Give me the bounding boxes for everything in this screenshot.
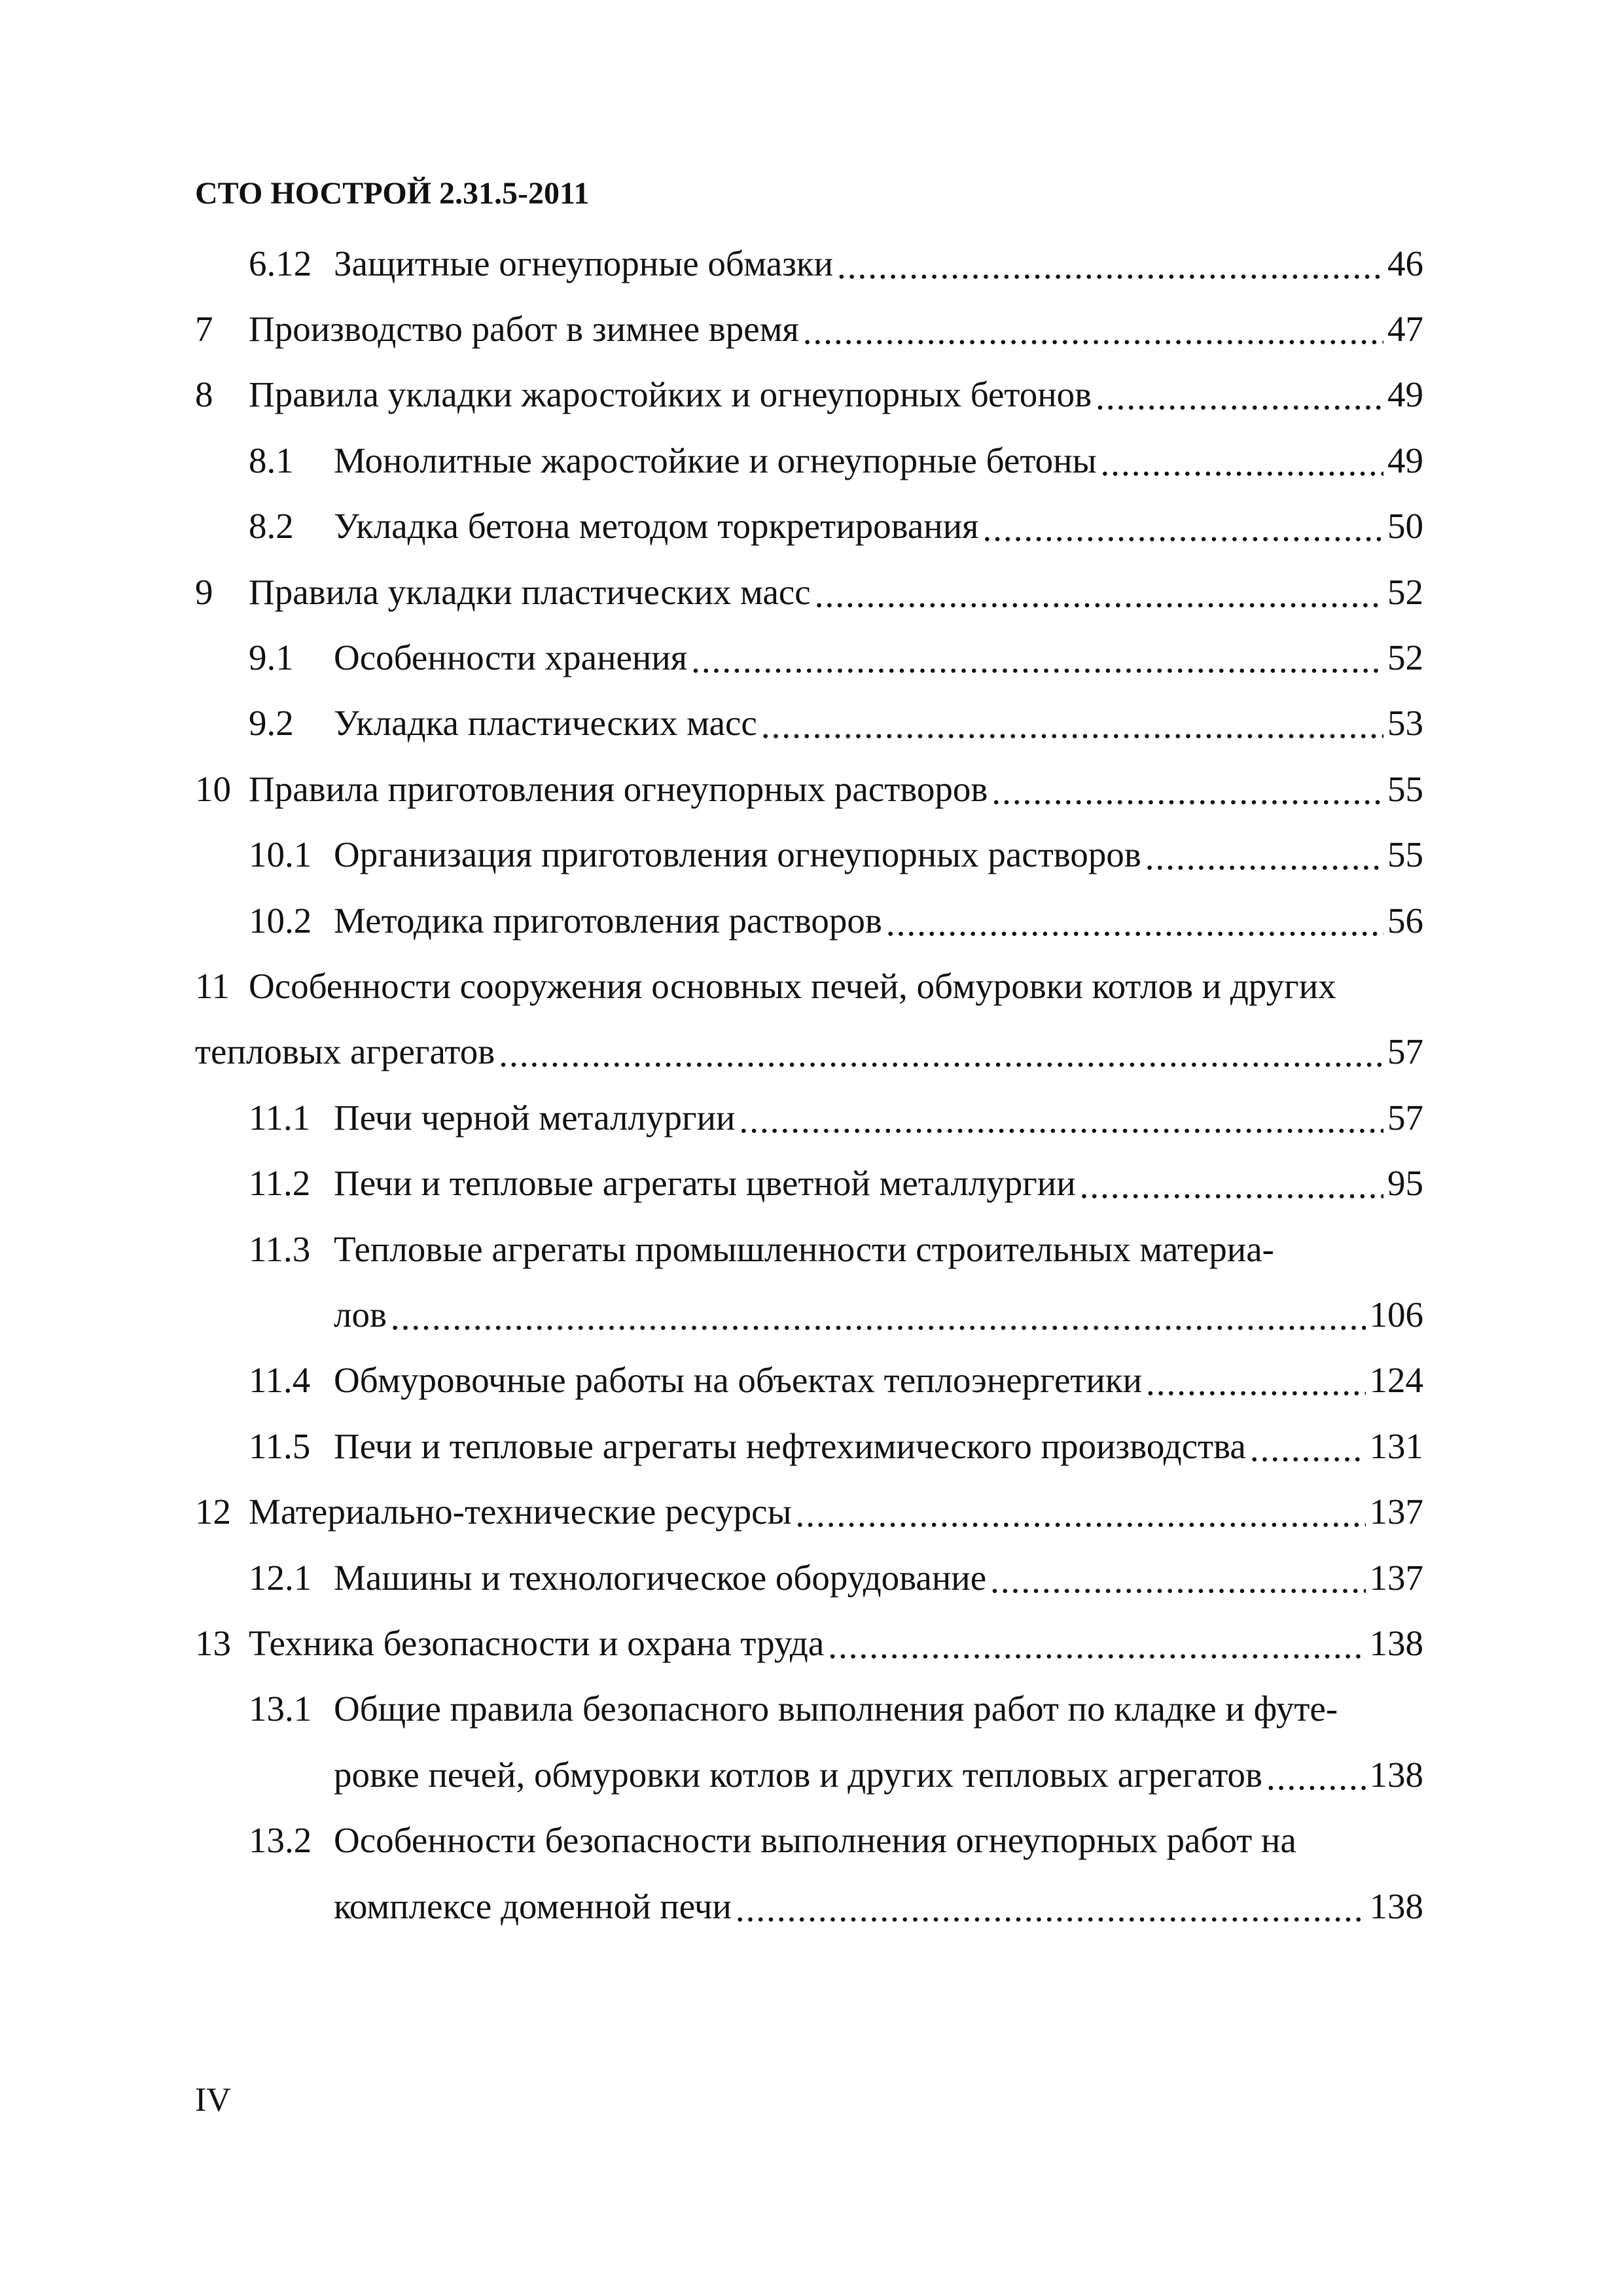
toc-dot-leader [736,1891,1366,1927]
toc-entry[interactable] [249,1413,1423,1479]
toc-entry-number: 11.1 [249,1097,311,1138]
toc-entry-title: ровке печей, обмуровки котлов и других тепловых агрегатов [334,1754,1263,1795]
toc-entry-number: 13.2 [249,1820,312,1861]
toc-entry-number: 12 [195,1492,231,1532]
toc-dot-leader [991,774,1383,810]
toc-entry-number: 12.1 [249,1557,312,1598]
toc-dot-leader [828,1628,1365,1664]
toc-entry[interactable] [195,559,1423,624]
page-number: IV [195,2081,231,2119]
toc-entry-page: 56 [1387,900,1423,941]
toc-entry[interactable] [195,953,1423,1018]
toc-entry-page: 137 [1369,1557,1423,1598]
toc-entry[interactable] [195,1610,1423,1676]
toc-entry-number: 11.4 [249,1360,311,1401]
toc-entry-title: Методика приготовления растворов [334,900,882,941]
toc-entry-page: 55 [1387,768,1423,809]
toc-dot-leader [886,905,1383,941]
toc-entry-number: 8 [195,374,213,415]
toc-entry-page: 131 [1369,1426,1423,1466]
toc-entry-number: 9.2 [249,703,294,744]
toc-entry-title: Особенности сооружения основных печей, обмуровки котлов и других [249,965,1336,1006]
toc-entry-number: 11.5 [249,1426,311,1466]
toc-dot-leader [1146,1365,1365,1401]
toc-entry-page: 49 [1387,440,1423,480]
toc-entry[interactable] [249,1808,1423,1873]
toc-entry-number: 10.2 [249,900,312,941]
toc-dot-leader [391,1299,1366,1335]
toc-entry-page: 138 [1369,1886,1423,1926]
toc-entry-title: тепловых агрегатов [195,1031,495,1072]
toc-dot-leader [761,708,1383,744]
toc-dot-leader [990,1562,1365,1598]
toc-dot-leader [691,642,1383,678]
toc-entry-page: 138 [1369,1623,1423,1663]
toc-entry[interactable] [249,822,1423,888]
toc-entry-number: 13.1 [249,1689,312,1729]
toc-entry-title: лов [334,1294,387,1335]
toc-entry-number: 9 [195,571,213,612]
toc-dot-leader [499,1036,1383,1072]
toc-entry-page: 55 [1387,834,1423,875]
toc-entry[interactable] [249,230,1423,296]
toc-entry-number: 13 [195,1623,231,1663]
toc-entry-page: 137 [1369,1492,1423,1532]
toc-entry[interactable] [249,427,1423,493]
toc-entry-title: Укладка бетона методом торкретирования [334,506,979,547]
toc-entry[interactable] [249,888,1423,953]
toc-dot-leader [815,577,1383,613]
toc-entry-number: 8.1 [249,440,294,480]
toc-entry-number: 9.1 [249,637,294,677]
toc-entry[interactable] [195,1019,1423,1085]
toc-entry[interactable] [195,756,1423,821]
toc-entry-title: Общие правила безопасного выполнения работ по кладке и футе- [334,1689,1338,1729]
toc-entry-title: Техника безопасности и охрана труда [249,1623,825,1663]
toc-entry-page: 95 [1387,1163,1423,1204]
toc-dot-leader [796,1496,1366,1532]
toc-entry-title: комплексе доменной печи [334,1886,732,1926]
toc-entry-page: 49 [1387,374,1423,415]
toc-entry[interactable] [334,1742,1423,1807]
toc-entry[interactable] [249,1676,1423,1742]
toc-entry-title: Укладка пластических масс [334,703,757,744]
toc-entry[interactable] [249,624,1423,690]
toc-entry[interactable] [334,1873,1423,1939]
toc-entry-title: Тепловые агрегаты промышленности строительных материа- [334,1229,1274,1269]
toc-entry[interactable] [249,1151,1423,1216]
toc-entry[interactable] [334,1282,1423,1347]
toc-entry-page: 50 [1387,506,1423,547]
toc-dot-leader [739,1102,1383,1138]
toc-entry-title: Особенности хранения [334,637,688,677]
toc-entry-number: 10.1 [249,834,312,875]
toc-dot-leader [1096,379,1383,415]
toc-entry-title: Особенности безопасности выполнения огнеупорных работ на [334,1820,1296,1861]
toc-entry[interactable] [249,691,1423,756]
toc-dot-leader [982,511,1383,547]
toc-entry-page: 52 [1387,637,1423,677]
toc-dot-leader [1101,445,1383,481]
toc-entry-title: Защитные огнеупорные обмазки [334,243,834,283]
toc-entry-title: Правила укладки пластических масс [249,571,811,612]
toc-entry-page: 138 [1369,1754,1423,1795]
toc-entry[interactable] [249,493,1423,559]
toc-entry[interactable] [249,1545,1423,1610]
toc-entry[interactable] [249,1216,1423,1282]
toc-entry-number: 6.12 [249,243,312,283]
toc-dot-leader [1080,1168,1383,1204]
toc-entry-title: Организация приготовления огнеупорных растворов [334,834,1141,875]
toc-entry-page: 57 [1387,1097,1423,1138]
toc-entry-page: 57 [1387,1031,1423,1072]
toc-entry-title: Монолитные жаростойкие и огнеупорные бетоны [334,440,1097,480]
toc-entry-title: Материально-технические ресурсы [249,1492,792,1532]
toc-entry-title: Машины и технологическое оборудование [334,1557,987,1598]
toc-entry-title: Производство работ в зимнее время [249,308,799,349]
document-header: СТО НОСТРОЙ 2.31.5-2011 [195,176,590,211]
toc-entry[interactable] [195,362,1423,427]
toc-entry-page: 53 [1387,703,1423,744]
toc-dot-leader [837,248,1383,284]
toc-entry-number: 7 [195,308,213,349]
toc-entry-title: Печи и тепловые агрегаты цветной металлургии [334,1163,1076,1204]
toc-entry-number: 11.3 [249,1229,311,1269]
toc-dot-leader [803,314,1383,350]
toc-entry-page: 124 [1369,1360,1423,1401]
toc-entry-title: Печи черной металлургии [334,1097,736,1138]
toc-entry-number: 8.2 [249,506,294,547]
toc-entry-title: Правила приготовления огнеупорных растворов [249,768,988,809]
toc-entry[interactable] [195,1479,1423,1545]
toc-entry-title: Обмуровочные работы на объектах теплоэнергетики [334,1360,1143,1401]
toc-entry-page: 46 [1387,243,1423,283]
toc-dot-leader [1145,839,1383,875]
toc-entry-page: 52 [1387,571,1423,612]
toc-entry[interactable] [249,1348,1423,1413]
toc-entry-number: 11 [195,965,230,1006]
toc-entry-page: 106 [1369,1294,1423,1335]
toc-entry-number: 10 [195,768,231,809]
toc-dot-leader [1266,1759,1365,1795]
toc-entry-title: Правила укладки жаростойких и огнеупорных бетонов [249,374,1092,415]
toc-entry-title: Печи и тепловые агрегаты нефтехимического производства [334,1426,1246,1466]
toc-entry[interactable] [195,296,1423,361]
toc-entry-page: 47 [1387,308,1423,349]
toc-entry-number: 11.2 [249,1163,311,1204]
toc-dot-leader [1250,1431,1366,1467]
toc-entry[interactable] [249,1085,1423,1150]
